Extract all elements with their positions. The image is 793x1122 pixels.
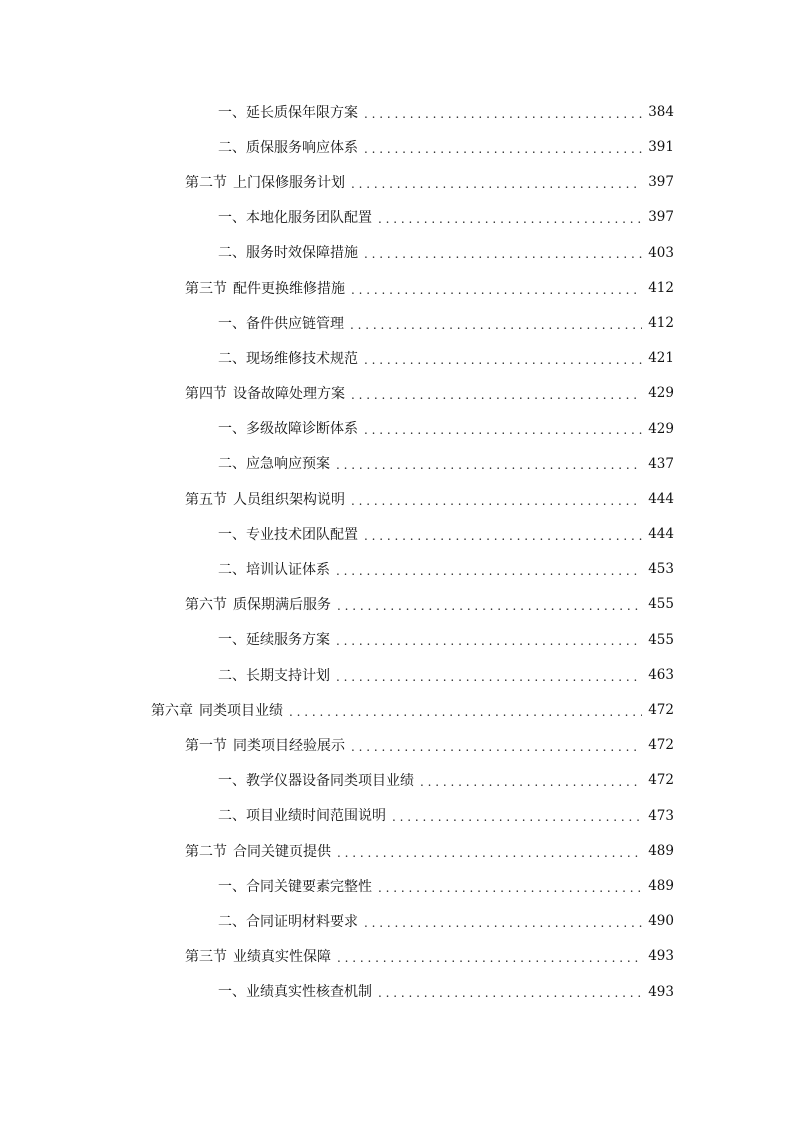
toc-entry-page: 421 [648,350,674,367]
toc-entry-number: 二、 [218,245,246,262]
toc-dot-leader [364,142,642,156]
toc-entry-page: 489 [648,877,674,894]
toc-entry-title: 质保期满后服务 [233,597,331,614]
toc-dot-leader [337,951,642,965]
toc-entry-number: 二、 [218,456,246,473]
toc-entry[interactable] [0,341,793,376]
toc-entry[interactable] [0,236,793,271]
toc-entry-title: 应急响应预案 [246,456,330,473]
toc-entry[interactable] [0,201,793,236]
toc-entry-number: 第一节 [185,737,227,754]
toc-entry[interactable] [0,693,793,728]
toc-entry-page: 444 [648,526,674,543]
toc-entry[interactable] [0,306,793,341]
toc-entry-number: 第六节 [185,597,227,614]
toc-dot-leader [378,986,642,1000]
toc-dot-leader [420,775,642,789]
toc-dot-leader [364,247,642,261]
toc-entry-page: 384 [648,103,674,120]
toc-dot-leader [289,705,642,719]
toc-dot-leader [337,599,642,613]
toc-entry-title: 人员组织架构说明 [233,491,345,508]
toc-entry-number: 第三节 [185,280,227,297]
toc-entry-title: 合同关键要素完整性 [246,878,372,895]
toc-entry-title: 上门保修服务计划 [233,174,345,191]
toc-entry-title: 本地化服务团队配置 [246,210,372,227]
toc-entry-title: 业绩真实性保障 [233,949,331,966]
toc-entry-number: 一、 [218,104,246,121]
toc-entry-page: 403 [648,244,674,261]
toc-entry-page: 453 [648,561,674,578]
toc-entry-title: 服务时效保障措施 [246,245,358,262]
toc-dot-leader [351,388,642,402]
toc-entry-page: 493 [648,948,674,965]
toc-entry[interactable] [0,834,793,869]
toc-entry-title: 同类项目经验展示 [233,737,345,754]
toc-dot-leader [336,670,642,684]
toc-entry[interactable] [0,623,793,658]
toc-entry[interactable] [0,552,793,587]
toc-entry-page: 472 [648,702,674,719]
toc-entry-title: 多级故障诊断体系 [246,421,358,438]
toc-entry[interactable] [0,904,793,939]
toc-entry-page: 455 [648,596,674,613]
toc-entry[interactable] [0,799,793,834]
toc-entry-number: 一、 [218,984,246,1001]
toc-entry-page: 429 [648,420,674,437]
toc-entry-number: 二、 [218,667,246,684]
toc-entry-number: 二、 [218,562,246,579]
toc-dot-leader [336,564,642,578]
toc-entry-title: 现场维修技术规范 [246,350,358,367]
toc-dot-leader [351,283,642,297]
toc-dot-leader [336,458,642,472]
toc-entry[interactable] [0,130,793,165]
toc-dot-leader [337,846,642,860]
toc-entry-title: 专业技术团队配置 [246,526,358,543]
toc-dot-leader [378,881,642,895]
toc-dot-leader [364,353,642,367]
toc-entry-title: 质保服务响应体系 [246,139,358,156]
toc-entry-number: 一、 [218,526,246,543]
toc-entry-page: 490 [648,913,674,930]
toc-entry[interactable] [0,764,793,799]
toc-entry-number: 二、 [218,350,246,367]
toc-entry-page: 493 [648,983,674,1000]
toc-dot-leader [364,529,642,543]
toc-entry-title: 配件更换维修措施 [233,280,345,297]
toc-entry[interactable] [0,447,793,482]
toc-entry-title: 合同证明材料要求 [246,913,358,930]
toc-entry-page: 472 [648,772,674,789]
toc-dot-leader [364,916,642,930]
toc-entry-number: 一、 [218,878,246,895]
toc-entry[interactable] [0,165,793,200]
toc-entry[interactable] [0,940,793,975]
toc-entry[interactable] [0,482,793,517]
toc-entry-page: 391 [648,139,674,156]
toc-entry-number: 一、 [218,632,246,649]
toc-entry-number: 第五节 [185,491,227,508]
toc-entry-title: 培训认证体系 [246,562,330,579]
toc-entry[interactable] [0,412,793,447]
toc-entry[interactable] [0,975,793,1010]
toc-dot-leader [392,810,642,824]
toc-entry-number: 第二节 [185,843,227,860]
toc-entry-number: 二、 [218,913,246,930]
toc-entry-page: 473 [648,807,674,824]
toc-entry[interactable] [0,377,793,412]
toc-entry-title: 长期支持计划 [246,667,330,684]
toc-entry[interactable] [0,517,793,552]
toc-entry-number: 一、 [218,315,246,332]
toc-entry-number: 一、 [218,773,246,790]
toc-entry-page: 455 [648,631,674,648]
table-of-contents [0,95,793,1010]
toc-entry-number: 第三节 [185,949,227,966]
toc-entry-page: 429 [648,385,674,402]
toc-dot-leader [350,318,642,332]
toc-entry-page: 397 [648,209,674,226]
toc-dot-leader [351,177,642,191]
toc-entry-page: 437 [648,455,674,472]
toc-entry-title: 延长质保年限方案 [246,104,358,121]
toc-dot-leader [378,212,642,226]
toc-entry-title: 设备故障处理方案 [233,386,345,403]
toc-dot-leader [336,634,642,648]
toc-entry[interactable] [0,588,793,623]
toc-entry-page: 472 [648,737,674,754]
toc-entry-page: 463 [648,666,674,683]
toc-dot-leader [351,740,642,754]
toc-entry-page: 412 [648,279,674,296]
toc-entry[interactable] [0,728,793,763]
toc-entry-title: 同类项目业绩 [199,702,283,719]
toc-entry[interactable] [0,658,793,693]
toc-entry[interactable] [0,869,793,904]
toc-entry-number: 二、 [218,139,246,156]
toc-entry-number: 一、 [218,210,246,227]
toc-entry-title: 业绩真实性核查机制 [246,984,372,1001]
toc-entry-page: 489 [648,842,674,859]
toc-entry-page: 397 [648,174,674,191]
toc-entry[interactable] [0,271,793,306]
toc-entry-title: 教学仪器设备同类项目业绩 [246,773,414,790]
toc-entry-number: 第四节 [185,386,227,403]
toc-dot-leader [351,494,642,508]
toc-entry-number: 二、 [218,808,246,825]
toc-dot-leader [364,423,642,437]
toc-entry-title: 备件供应链管理 [246,315,344,332]
toc-entry[interactable] [0,95,793,130]
toc-entry-title: 合同关键页提供 [233,843,331,860]
toc-entry-page: 444 [648,490,674,507]
toc-entry-page: 412 [648,314,674,331]
toc-dot-leader [364,107,642,121]
toc-entry-title: 延续服务方案 [246,632,330,649]
toc-entry-number: 第六章 [151,702,193,719]
toc-entry-title: 项目业绩时间范围说明 [246,808,386,825]
toc-entry-number: 一、 [218,421,246,438]
toc-entry-number: 第二节 [185,174,227,191]
